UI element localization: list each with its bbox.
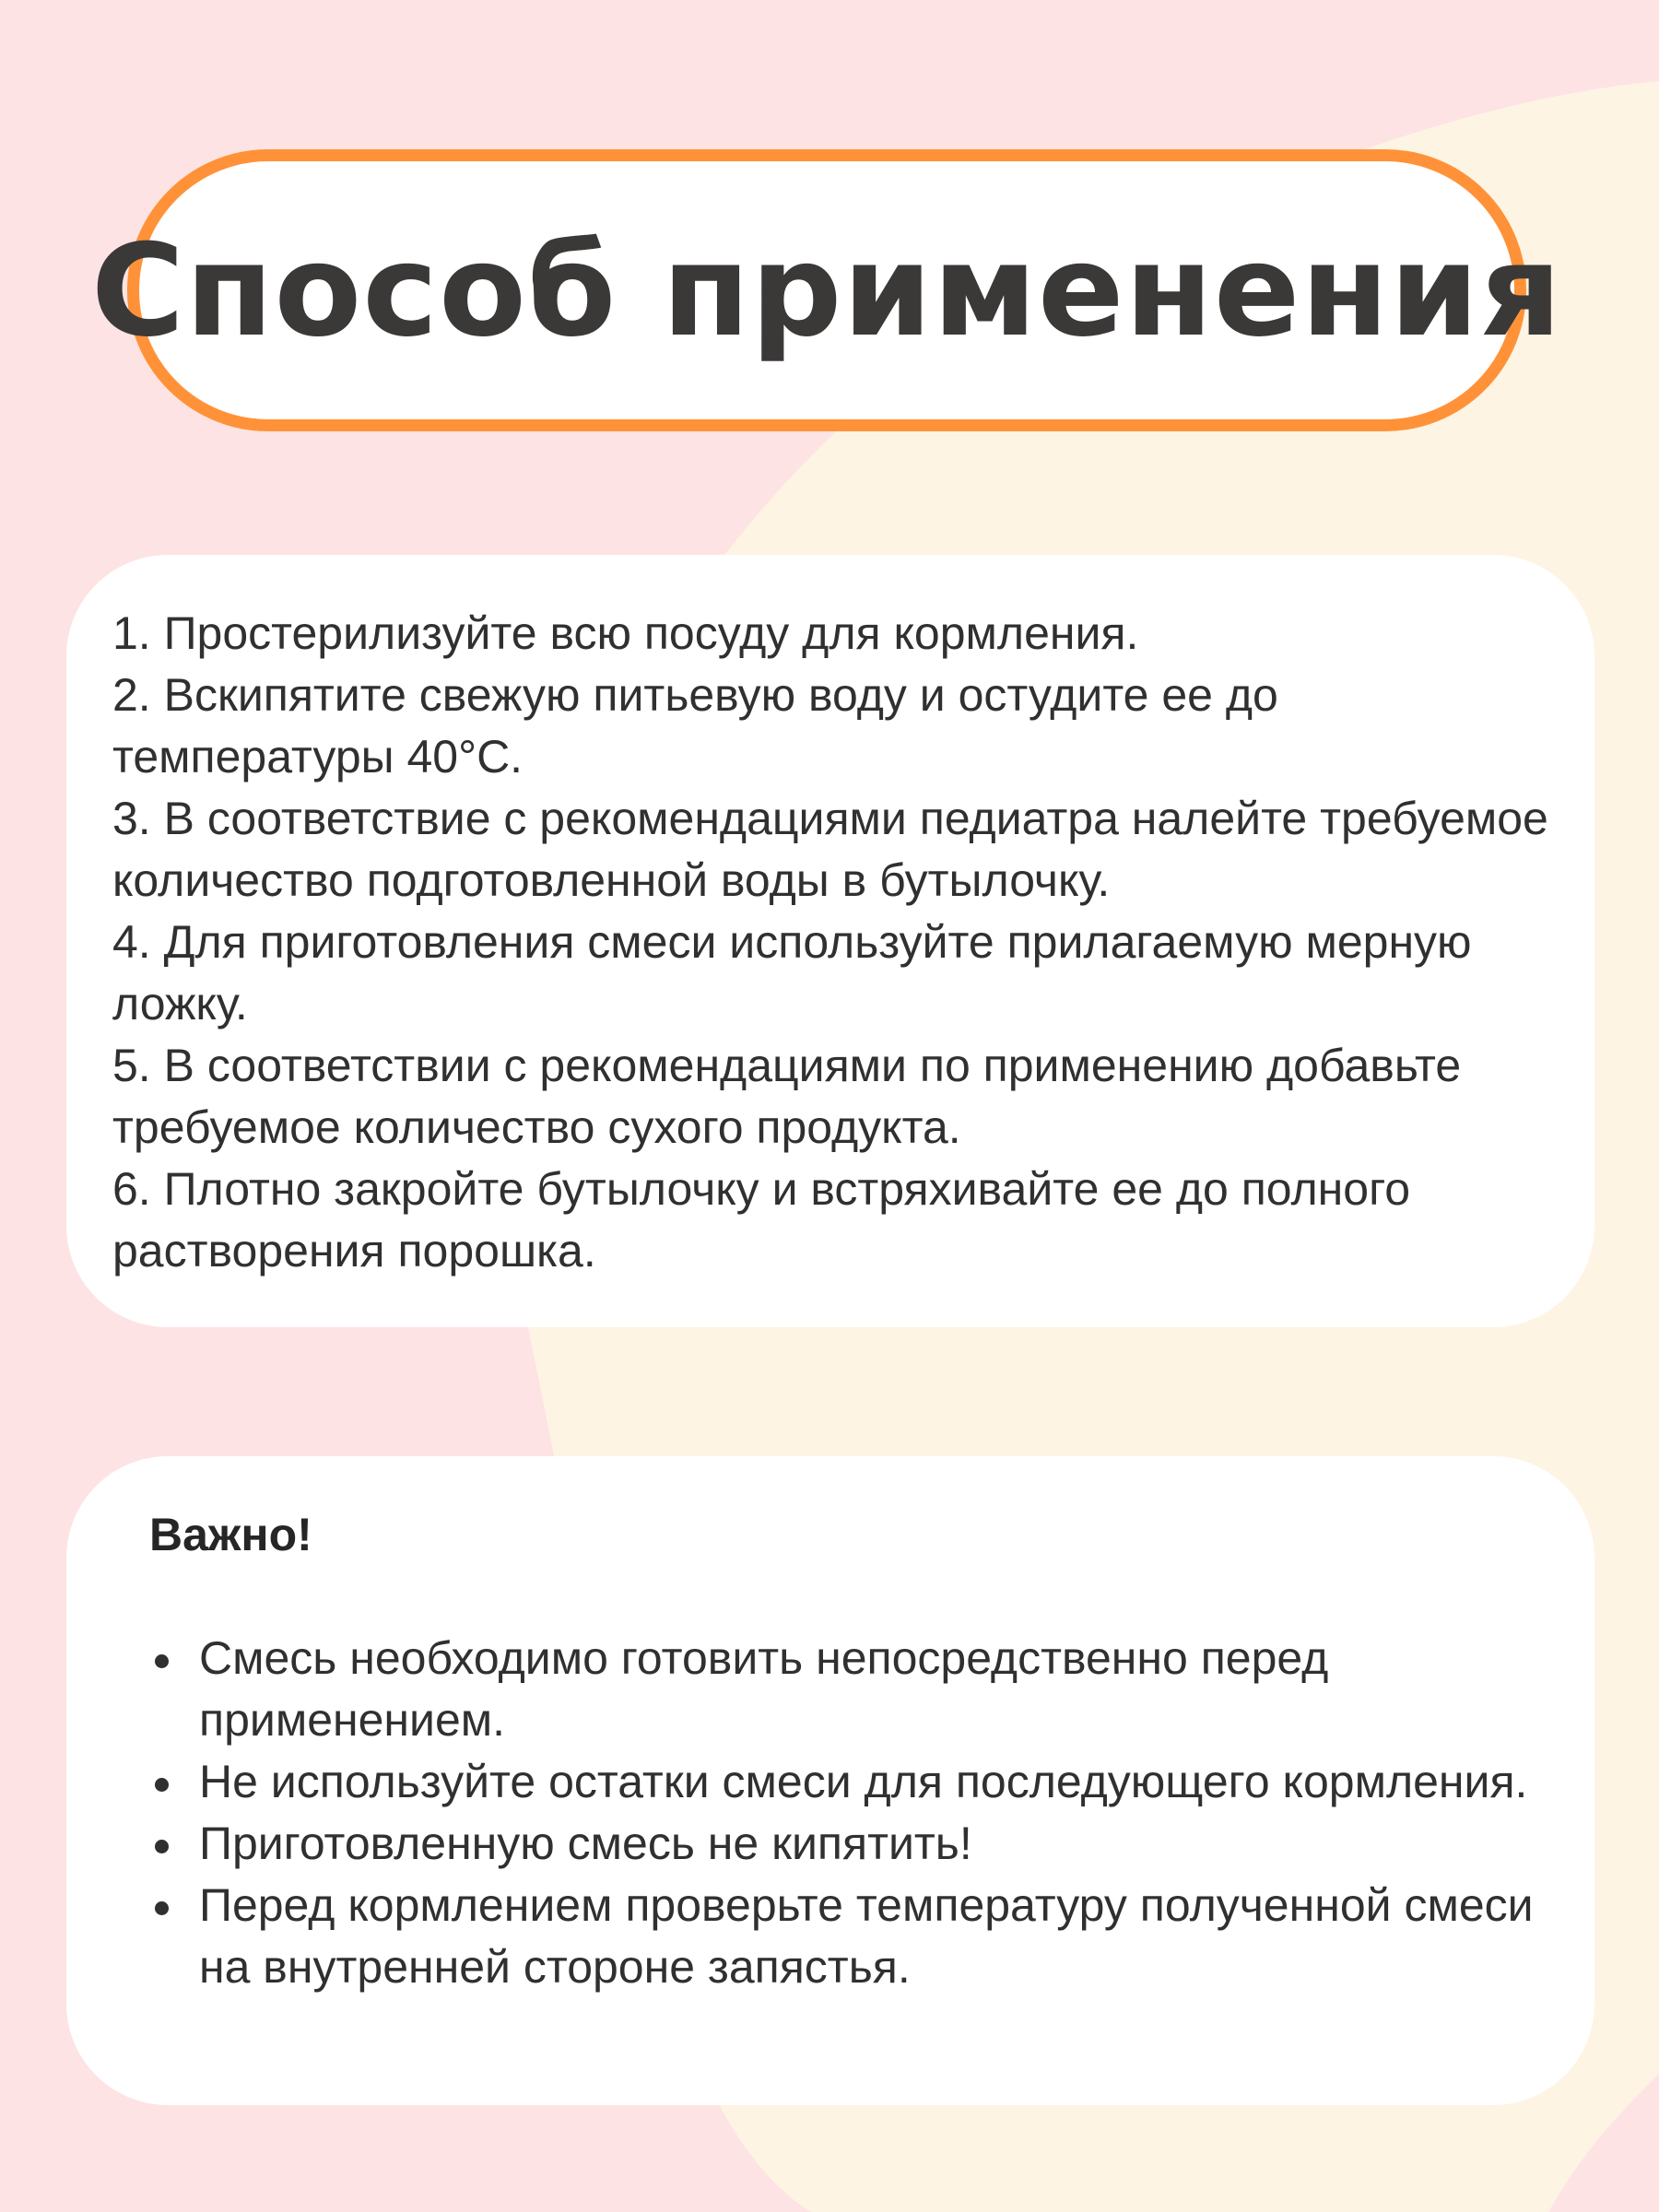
list-item-text: Перед кормлением проверьте температуру полученной смеси на внутренней стороне запястья.: [199, 1879, 1534, 1993]
step-item: 4. Для приготовления смеси используйте прилагаемую мерную ложку.: [112, 916, 1472, 1030]
page-title: Способ применения: [90, 216, 1563, 365]
step-item: 1. Простерилизуйте всю посуду для кормления.: [112, 607, 1139, 659]
bullet-icon: [155, 1901, 169, 1915]
list-item: [149, 1813, 1558, 1875]
list-item: [149, 1875, 1558, 1998]
bullet-icon: [155, 1840, 169, 1853]
bullet-icon: [155, 1778, 169, 1792]
list-item-text: Смесь необходимо готовить непосредственно перед применением.: [199, 1632, 1329, 1746]
step-item: 5. В соответствии с рекомендациями по применению добавьте требуемое количество сухого продукта.: [112, 1040, 1462, 1153]
step-item: 2. Вскипятите свежую питьевую воду и остудите ее до температуры 40°С.: [112, 669, 1278, 782]
list-item-text: Не используйте остатки смеси для последующего кормления.: [199, 1756, 1528, 1807]
list-item: [149, 1751, 1558, 1813]
list-item: [149, 1628, 1558, 1751]
important-card: [66, 1456, 1594, 2105]
step-item: 3. В соответствие с рекомендациями педиатра налейте требуемое количество подготовленной воды в бутылочку.: [112, 793, 1548, 906]
important-heading: Важно!: [149, 1509, 312, 1560]
instructions-card: [66, 555, 1594, 1327]
important-list: [149, 1628, 1558, 1998]
list-item-text: Приготовленную смесь не кипятить!: [199, 1818, 972, 1869]
bullet-icon: [155, 1654, 169, 1668]
title-banner: [90, 149, 1563, 431]
step-item: 6. Плотно закройте бутылочку и встряхивайте ее до полного растворения порошка.: [112, 1163, 1411, 1277]
